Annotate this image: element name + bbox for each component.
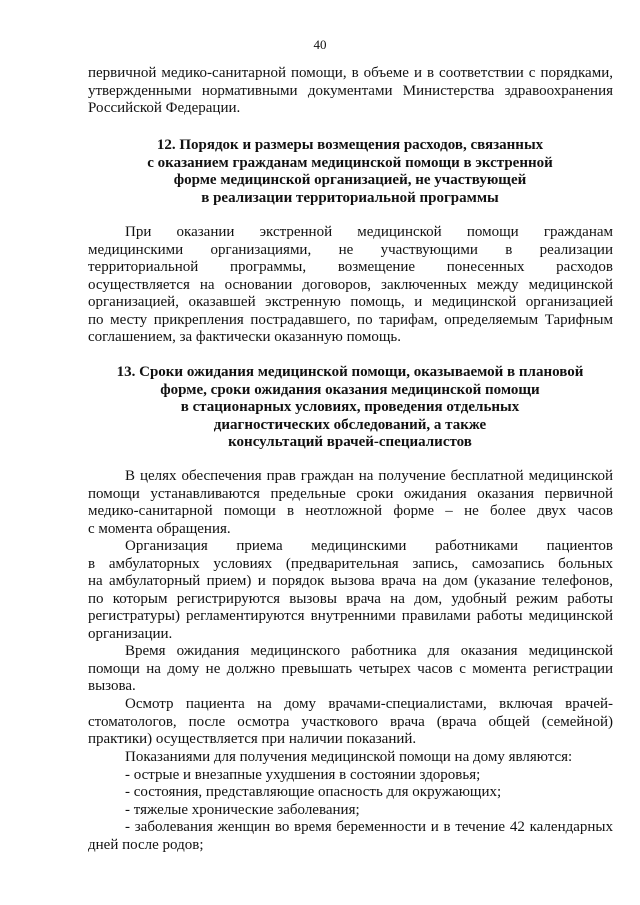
text-line: по месту прикрепления пострадавшего, по тарифам, определяемым Тарифным: [88, 311, 613, 328]
text-line: Осмотр пациента на дому врачами-специалистами, включая врачей-: [125, 696, 613, 712]
list-item: - состояния, представляющие опасность для окружающих;: [125, 784, 502, 800]
text-line: первичной медико-санитарной помощи, в объеме и в соответствии с порядками,: [88, 65, 613, 81]
text-line: осуществляется на основании договоров, заключенных между медицинской: [88, 276, 613, 293]
text-line: Время ожидания медицинского работника для оказания медицинской: [125, 643, 613, 659]
text-line: Российской Федерации.: [88, 100, 241, 116]
section-13-list: [88, 749, 613, 854]
text-line: практики) осуществляется при наличии показаний.: [88, 731, 417, 747]
text-line: В целях обеспечения прав граждан на получение бесплатной медицинской: [125, 468, 613, 484]
text-line: медицинскими организациями, не участвующими в реализации: [88, 241, 613, 258]
text-line: соглашением, за фактически оказанную помощь.: [88, 329, 401, 345]
heading-line: консультаций врачей-специалистов: [228, 434, 472, 450]
section-12-paragraph: [88, 224, 613, 347]
list-item: - заболевания женщин во время беременности и в течение 42 календарных: [125, 819, 613, 835]
section-13-paragraph-3: [88, 643, 613, 696]
text-line: Организация приема медицинскими работниками пациентов: [125, 538, 613, 554]
text-line: дней после родов;: [88, 836, 204, 853]
text-line: в амбулаторных условиях (предварительная запись, самозапись больных: [88, 555, 613, 572]
text-line: по которым регистрируются вызовы врача на дом, удобный режим работы: [88, 590, 613, 607]
heading-line: с оказанием гражданам медицинской помощи в экстренной: [147, 154, 553, 171]
heading-line: в реализации территориальной программы: [201, 189, 499, 206]
text-line: вызова.: [88, 678, 136, 694]
text-line: организацией, оказавшей экстренную помощь, и медицинской организацией: [88, 294, 613, 310]
section-13-paragraph-1: [88, 468, 613, 538]
heading-line: форме медицинской организацией, не участвующей: [173, 172, 527, 188]
text-line: помощи устанавливаются предельные сроки ожидания оказания первичной: [88, 485, 613, 502]
heading-line: 13. Сроки ожидания медицинской помощи, оказываемой в плановой: [116, 364, 584, 380]
heading-line: в стационарных условиях, проведения отдельных: [180, 399, 520, 415]
section-13-paragraph-2: [88, 538, 613, 643]
text-line: При оказании экстренной медицинской помощи гражданам: [125, 224, 613, 240]
text-line: утвержденными нормативными документами Министерства здравоохранения: [88, 82, 613, 99]
text-line: медико-санитарной помощи в неотложной форме – не более двух часов: [88, 503, 613, 519]
heading-line: 12. Порядок и размеры возмещения расходов, связанных: [156, 137, 544, 153]
section-13-heading: [60, 364, 640, 452]
text-line: с момента обращения.: [88, 520, 231, 537]
intro-paragraph: [88, 65, 613, 118]
text-line: Показаниями для получения медицинской помощи на дому являются:: [125, 749, 573, 765]
list-item: - тяжелые хронические заболевания;: [125, 801, 360, 818]
text-line: территориальной программы, возмещение понесенных расходов: [88, 259, 613, 275]
heading-line: форме, сроки ожидания оказания медицинской помощи: [160, 381, 540, 398]
text-line: организации.: [88, 625, 173, 642]
heading-line: диагностических обследований, а также: [213, 416, 487, 433]
page-number: 40: [313, 37, 327, 52]
section-12-heading: [60, 137, 640, 207]
text-line: регистратуры) регламентируются внутренними правилами работы медицинской: [88, 608, 613, 624]
text-line: на амбулаторный прием) и порядок вызова врача на дом (указание телефонов,: [88, 573, 613, 589]
list-item: - острые и внезапные ухудшения в состоянии здоровья;: [125, 766, 481, 783]
text-line: стоматологов, после осмотра участкового врача (врача общей (семейной): [88, 713, 613, 730]
section-13-paragraph-4: [88, 696, 613, 749]
text-line: помощи на дому не должно превышать четырех часов с момента регистрации: [88, 660, 613, 677]
